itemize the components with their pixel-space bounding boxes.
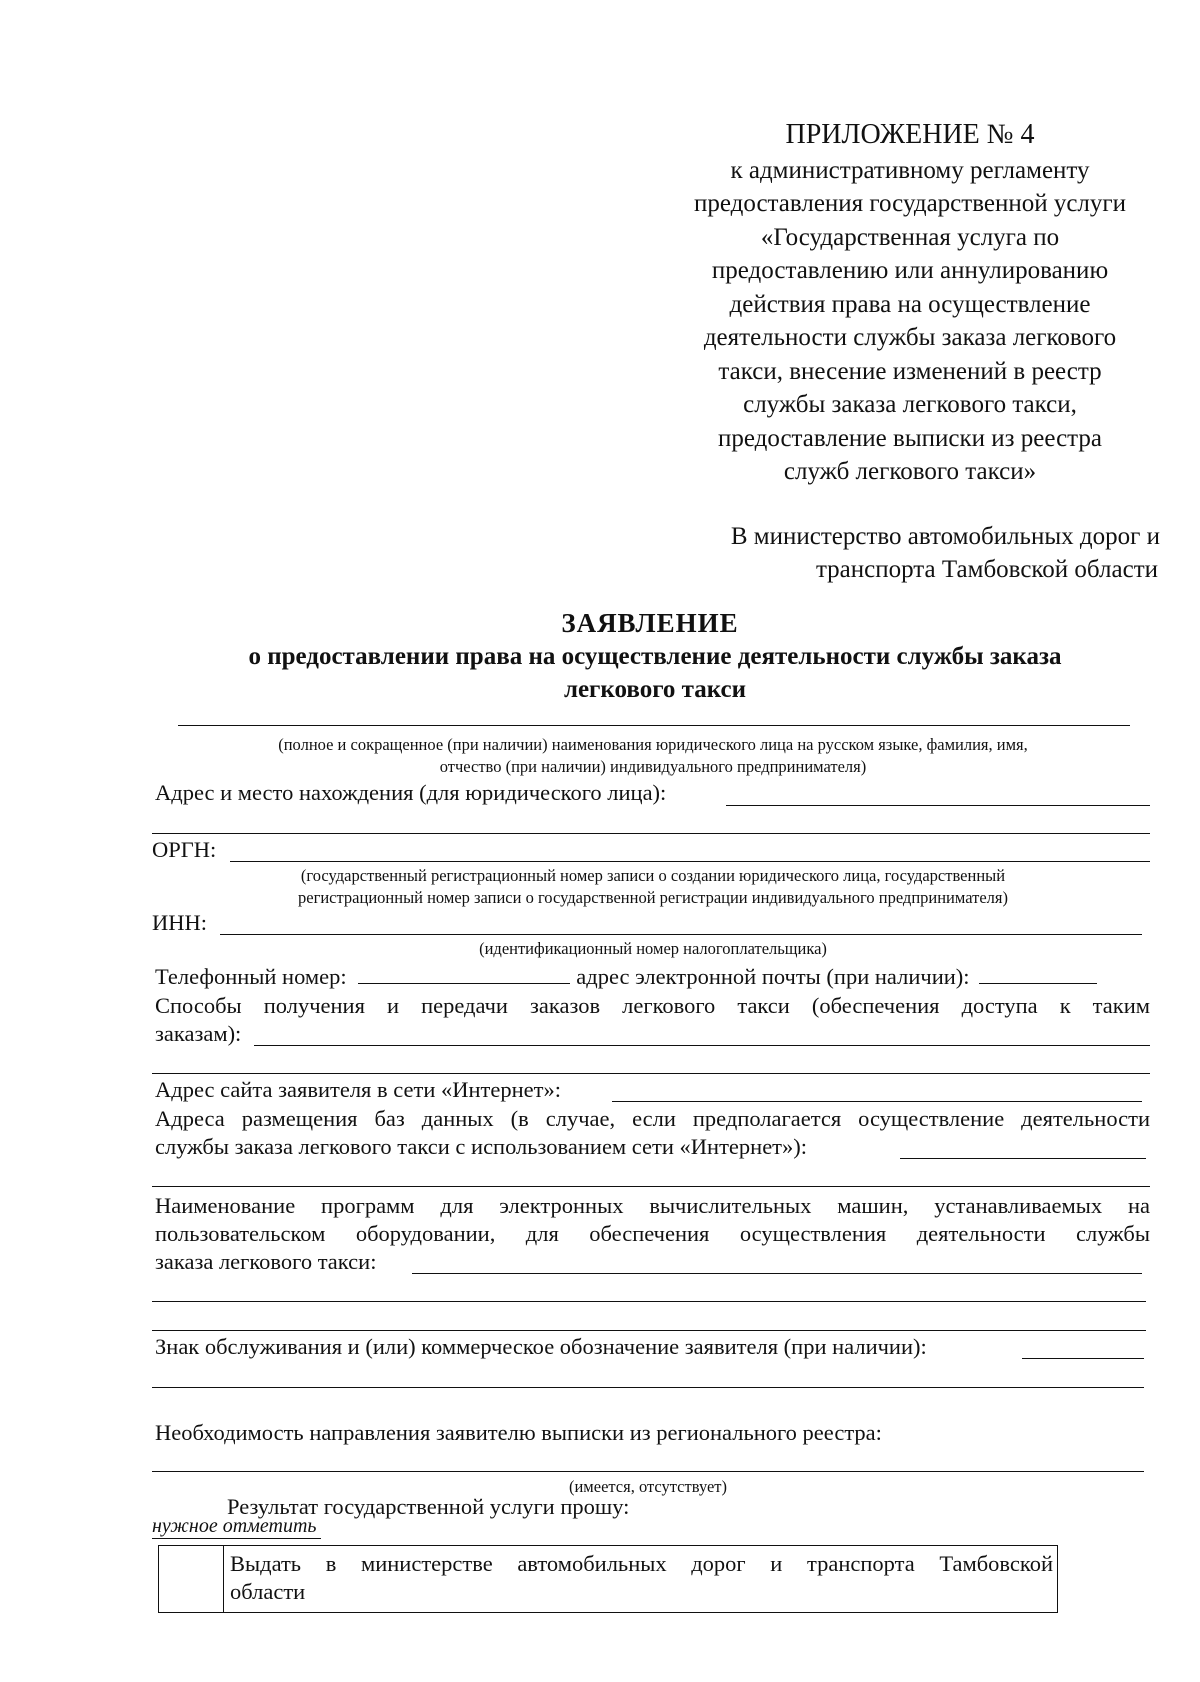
option-line: Выдать в министерстве автомобильных дорог и транспорта Тамбовской — [230, 1551, 1053, 1576]
appendix-line: такси, внесение изменений в реестр — [718, 357, 1102, 385]
appendix-line: к административному регламенту — [730, 156, 1090, 184]
addressee-block — [600, 520, 1160, 586]
appendix-header — [640, 118, 1180, 489]
ogrn-hint: (государственный регистрационный номер записи о создании юридического лица, государственный регистрационный номер записи о государственной регистрации индивидуального предпринимателя) — [298, 866, 1008, 907]
methods-field-line2[interactable] — [152, 1073, 1150, 1074]
website-field[interactable] — [612, 1101, 1142, 1102]
software-field-line2[interactable] — [152, 1301, 1146, 1302]
trademark-field-line2[interactable] — [152, 1387, 1144, 1388]
software-field[interactable] — [412, 1273, 1142, 1274]
email-label: адрес электронной почты (при наличии): — [576, 964, 970, 989]
software-label-2: пользовательском оборудовании, для обеспечения осуществления деятельности службы — [155, 1221, 1150, 1246]
document-title: ЗАЯВЛЕНИЕ — [561, 608, 739, 638]
address-field-line2[interactable] — [152, 833, 1150, 834]
subtitle-line: легкового такси — [563, 676, 747, 703]
extract-field[interactable] — [152, 1471, 1144, 1472]
appendix-line: предоставление выписки из реестра — [717, 424, 1103, 452]
addressee-line: транспорта Тамбовской области — [815, 556, 1158, 583]
extract-hint: (имеется, отсутствует) — [568, 1477, 728, 1496]
document-subtitle — [160, 640, 1150, 706]
mark-note: нужное отметить — [152, 1515, 321, 1539]
applicant-name-hint: (полное и сокращенное (при наличии) наименования юридического лица на русском языке, фамилия, имя, отчество (при наличии) индивидуального предпринимателя) — [278, 735, 1028, 776]
ogrn-label: ОРГН: — [152, 837, 217, 862]
applicant-name-field[interactable] — [178, 725, 1130, 726]
inn-hint: (идентификационный номер налогоплательщика) — [479, 939, 827, 958]
appendix-line: служб легкового такси» — [783, 458, 1037, 485]
database-field-line2[interactable] — [152, 1186, 1150, 1187]
appendix-line: «Государственная услуга по — [760, 223, 1060, 251]
methods-field[interactable] — [254, 1045, 1150, 1046]
appendix-number: ПРИЛОЖЕНИЕ № 4 — [785, 119, 1035, 150]
methods-label-2: заказам): — [155, 1021, 242, 1046]
database-label: Адреса размещения баз данных (в случае, если предполагается осуществление деятельности — [155, 1106, 1150, 1131]
appendix-line: действия права на осуществление — [729, 290, 1091, 318]
appendix-line: предоставления государственной услуги — [693, 190, 1127, 217]
phone-field[interactable] — [358, 963, 570, 984]
trademark-field[interactable] — [1022, 1358, 1144, 1359]
address-field[interactable] — [726, 805, 1150, 806]
appendix-line: предоставлению или аннулированию — [711, 257, 1109, 284]
inn-label: ИНН: — [152, 910, 207, 935]
email-field[interactable] — [979, 963, 1097, 984]
appendix-line: деятельности службы заказа легкового — [703, 324, 1117, 351]
result-label: Результат государственной услуги прошу: — [227, 1494, 630, 1519]
option-row — [159, 1546, 1058, 1613]
software-label: Наименование программ для электронных вычислительных машин, устанавливаемых на — [155, 1193, 1150, 1218]
software-label-3: заказа легкового такси: — [155, 1249, 377, 1274]
appendix-line: службы заказа легкового такси, — [743, 391, 1077, 418]
result-options-table — [158, 1545, 1058, 1613]
option-line: области — [230, 1579, 306, 1604]
option-text — [224, 1546, 1058, 1613]
option-checkbox[interactable] — [159, 1546, 224, 1613]
addressee-line: В министерство автомобильных дорог и — [730, 523, 1160, 550]
software-field-line3[interactable] — [152, 1330, 1146, 1331]
address-label: Адрес и место нахождения (для юридического лица): — [155, 780, 667, 805]
methods-label: Способы получения и передачи заказов легкового такси (обеспечения доступа к таким — [155, 993, 1150, 1018]
inn-field[interactable] — [220, 934, 1142, 935]
subtitle-line: о предоставлении права на осуществление деятельности службы заказа — [248, 643, 1062, 670]
ogrn-field[interactable] — [230, 861, 1150, 862]
phone-email-row — [155, 963, 1097, 990]
extract-label: Необходимость направления заявителю выписки из регионального реестра: — [155, 1420, 882, 1445]
phone-label: Телефонный номер: — [155, 964, 347, 989]
database-label-2: службы заказа легкового такси с использованием сети «Интернет»): — [155, 1134, 808, 1159]
database-field[interactable] — [900, 1158, 1146, 1159]
website-label: Адрес сайта заявителя в сети «Интернет»: — [155, 1077, 561, 1102]
trademark-label: Знак обслуживания и (или) коммерческое обозначение заявителя (при наличии): — [155, 1334, 927, 1359]
